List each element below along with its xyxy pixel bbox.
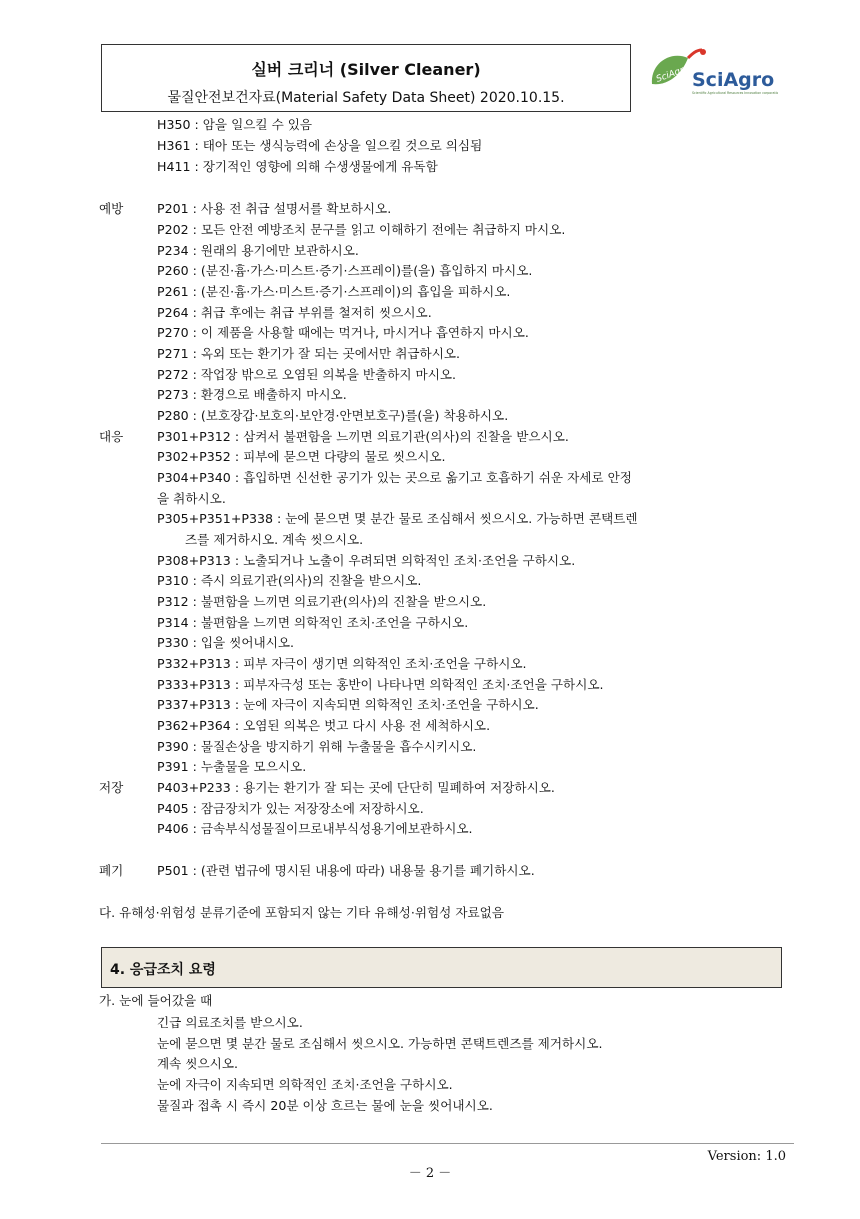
section-4-line: 눈에 묻으면 몇 분간 물로 조심해서 씻으시오. 가능하면 콘택트렌즈를 제거하시오. — [157, 1036, 603, 1051]
other-hazards-line: 다. 유해성·위험성 분류기준에 포함되지 않는 기타 유해성·위험성 자료없음 — [99, 905, 504, 920]
response-line: 즈를 제거하시오. 계속 씻으시오. — [185, 532, 364, 547]
section-4-subhead: 가. 눈에 들어갔을 때 — [99, 993, 213, 1008]
logo-leaf-text: SciAgro — [655, 63, 691, 85]
storage-line: P406 : 금속부식성물질이므로내부식성용기에보관하시오. — [157, 821, 473, 836]
response-line: P337+P313 : 눈에 자극이 지속되면 의학적인 조치·조언을 구하시오. — [157, 697, 539, 712]
section-4-line: 물질과 접촉 시 즉시 20분 이상 흐르는 물에 눈을 씻어내시오. — [157, 1098, 493, 1113]
hazard-line: H361 : 태아 또는 생식능력에 손상을 일으킬 것으로 의심됨 — [157, 138, 483, 153]
prevention-line: P272 : 작업장 밖으로 오염된 의복을 반출하지 마시오. — [157, 367, 457, 382]
response-line: P333+P313 : 피부자극성 또는 홍반이 나타나면 의학적인 조치·조언을 구하시오. — [157, 677, 604, 692]
storage-line: P405 : 잠금장치가 있는 저장장소에 저장하시오. — [157, 801, 424, 816]
prevention-line: P273 : 환경으로 배출하지 마시오. — [157, 387, 347, 402]
prevention-line: P260 : (분진·흄·가스·미스트·증기·스프레이)를(을) 흡입하지 마시오. — [157, 263, 533, 278]
section-4-line: 계속 씻으시오. — [157, 1056, 238, 1071]
response-line: P301+P312 : 삼켜서 불편함을 느끼면 의료기관(의사)의 진찰을 받으시오. — [157, 429, 569, 444]
hazard-line: H411 : 장기적인 영향에 의해 수생생물에게 유독함 — [157, 159, 438, 174]
prevention-line: P234 : 원래의 용기에만 보관하시오. — [157, 243, 359, 258]
header-box — [101, 44, 631, 112]
response-line: P310 : 즉시 의료기관(의사)의 진찰을 받으시오. — [157, 573, 422, 588]
section-4-title: 4. 응급조치 요령 — [110, 962, 216, 978]
footer-divider — [101, 1143, 794, 1144]
document-subtitle: 물질안전보건자료(Material Safety Data Sheet) 2020.10.15. — [167, 90, 565, 106]
hazard-line: H350 : 암을 일으킬 수 있음 — [157, 117, 313, 132]
logo-wordmark: SciAgro — [692, 69, 775, 91]
prevention-line: P271 : 옥외 또는 환기가 잘 되는 곳에서만 취급하시오. — [157, 346, 461, 361]
response-line: P305+P351+P338 : 눈에 묻으면 몇 분간 물로 조심해서 씻으시오. 가능하면 콘택트렌 — [157, 511, 638, 526]
version-label: Version: 1.0 — [707, 1149, 786, 1164]
prevention-line: P280 : (보호장갑·보호의·보안경·안면보호구)를(을) 착용하시오. — [157, 408, 509, 423]
response-line: P390 : 물질손상을 방지하기 위해 누출물을 흡수시키시오. — [157, 739, 477, 754]
section-4-line: 눈에 자극이 지속되면 의학적인 조치·조언을 구하시오. — [157, 1077, 453, 1092]
prevention-line: P201 : 사용 전 취급 설명서를 확보하시오. — [157, 201, 392, 216]
response-line: P332+P313 : 피부 자극이 생기면 의학적인 조치·조언을 구하시오. — [157, 656, 527, 671]
document-title: 실버 크리너 (Silver Cleaner) — [251, 60, 481, 79]
label-storage: 저장 — [99, 780, 124, 795]
response-line: P314 : 불편함을 느끼면 의학적인 조치·조언을 구하시오. — [157, 615, 469, 630]
disposal-line: P501 : (관련 법규에 명시된 내용에 따라) 내용물 용기를 폐기하시오. — [157, 863, 535, 878]
page-number: － 2 － — [408, 1166, 452, 1181]
prevention-line: P202 : 모든 안전 예방조치 문구를 읽고 이해하기 전에는 취급하지 마시오. — [157, 222, 566, 237]
response-line: P312 : 불편함을 느끼면 의료기관(의사)의 진찰을 받으시오. — [157, 594, 487, 609]
logo-tagline: Scientific Agricultural Resources Innovation corporation — [692, 91, 778, 95]
response-line: P308+P313 : 노출되거나 노출이 우려되면 의학적인 조치·조언을 구하시오. — [157, 553, 576, 568]
prevention-line: P264 : 취급 후에는 취급 부위를 철저히 씻으시오. — [157, 305, 432, 320]
sciagro-logo — [648, 46, 778, 102]
label-response: 대응 — [99, 429, 124, 444]
label-prevention: 예방 — [99, 201, 124, 216]
prevention-line: P261 : (분진·흄·가스·미스트·증기·스프레이)의 흡입을 피하시오. — [157, 284, 511, 299]
section-4-line: 긴급 의료조치를 받으시오. — [157, 1015, 303, 1030]
label-disposal: 폐기 — [99, 863, 124, 878]
response-line: 을 취하시오. — [157, 491, 226, 506]
response-line: P304+P340 : 흡입하면 신선한 공기가 있는 곳으로 옮기고 호흡하기 쉬운 자세로 안정 — [157, 470, 632, 485]
response-line: P362+P364 : 오염된 의복은 벗고 다시 사용 전 세척하시오. — [157, 718, 491, 733]
section-4-header — [101, 947, 782, 988]
response-line: P302+P352 : 피부에 묻으면 다량의 물로 씻으시오. — [157, 449, 446, 464]
prevention-line: P270 : 이 제품을 사용할 때에는 먹거나, 마시거나 흡연하지 마시오. — [157, 325, 529, 340]
storage-line: P403+P233 : 용기는 환기가 잘 되는 곳에 단단히 밀폐하여 저장하시오. — [157, 780, 555, 795]
sciagro-logo-icon — [648, 46, 778, 102]
response-line: P391 : 누출물을 모으시오. — [157, 759, 307, 774]
response-line: P330 : 입을 씻어내시오. — [157, 635, 295, 650]
